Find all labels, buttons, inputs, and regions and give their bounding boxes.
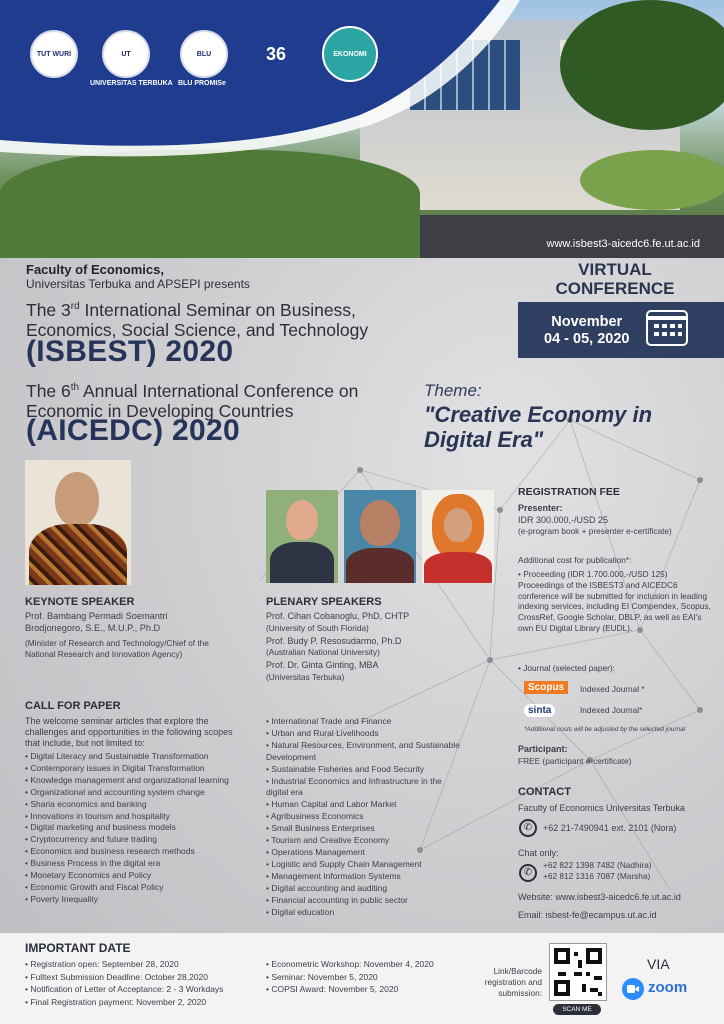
- important-date-item: • Registration open: September 28, 2020: [25, 958, 265, 971]
- important-dates-left: [25, 958, 265, 1008]
- important-date-item: • Notification of Letter of Acceptance: 2 - 3 Workdays: [25, 983, 265, 996]
- call-topic-item: • Financial accounting in public sector: [266, 895, 466, 907]
- conference-title-sup: th: [70, 382, 80, 393]
- call-topic-item: • Natural Resources, Environment, and Sustainable Development: [266, 740, 466, 764]
- call-topic-item: • International Trade and Finance: [266, 716, 466, 728]
- plenary3-face: [444, 508, 472, 542]
- call-topic-item: • Contemporary issues in Digital Transformation: [25, 763, 250, 775]
- important-dates-right: [266, 958, 486, 996]
- scan-me-label: SCAN ME: [553, 1004, 601, 1015]
- plenary-speaker-1-affiliation: (University of South Florida): [266, 622, 369, 633]
- virtual-line2: CONFERENCE: [555, 279, 675, 298]
- keynote-batik-shirt: [29, 524, 127, 585]
- plenary-speaker-photo-2: [344, 490, 416, 583]
- keynote-name: Prof. Bambang Permadi Soemantri Brodjonegoro, S.E., M.U.P., Ph.D: [25, 611, 168, 633]
- call-for-paper-title: CALL FOR PAPER: [25, 700, 121, 712]
- call-topic-item: • Sustainable Fisheries and Food Security: [266, 764, 466, 776]
- anniversary-36-logo: 36: [252, 30, 300, 78]
- keynote-speaker-photo: [25, 460, 131, 585]
- plenary-title: PLENARY SPEAKERS: [266, 596, 382, 608]
- qr-caption: Link/Barcode registration and submission:: [484, 966, 542, 998]
- hero-banner: [0, 0, 724, 258]
- call-topics-right: [266, 716, 466, 918]
- theme-label: Theme:: [424, 381, 482, 400]
- plenary1-suit: [270, 542, 334, 583]
- call-topic-item: • Cryptocurrency and future trading: [25, 834, 250, 846]
- plenary-speaker-1-name: Prof. Cihan Cobanoglu, PhD, CHTP: [266, 611, 410, 621]
- call-topic-item: • Small Business Enterprises: [266, 823, 466, 835]
- call-topic-item: • Monetary Economics and Policy: [25, 870, 250, 882]
- qr-pattern: [550, 944, 606, 1000]
- call-topic-item: • Poverty Inequality: [25, 894, 250, 906]
- contact-title: CONTACT: [518, 786, 571, 798]
- conference-title-rest: Annual International Conference on Economic in Developing Countries: [26, 380, 359, 421]
- conference-date-month: November: [551, 314, 623, 330]
- call-topic-item: • Operations Management: [266, 847, 466, 859]
- keynote-face: [55, 472, 99, 526]
- call-topic-item: • Digital Literacy and Sustainable Transformation: [25, 751, 250, 763]
- universitas-terbuka-logo: UT: [102, 30, 150, 78]
- seminar-title-rest: International Seminar on Business, Economics, Social Science, and Technology: [26, 299, 369, 340]
- call-topic-item: • Digital accounting and auditing: [266, 883, 466, 895]
- plenary1-face: [286, 500, 318, 540]
- call-topic-item: • Industrial Economics and Infrastructure in the digital era: [266, 776, 466, 800]
- plenary-speaker-2-name: Prof. Budy P. Resosudarmo, Ph.D: [266, 635, 402, 646]
- conference-title-pre: The 6: [26, 380, 71, 401]
- contact-website[interactable]: Website: www.isbest3-aicedc6.fe.ut.ac.id: [518, 892, 681, 902]
- theme-text: "Creative Economy in Digital Era": [424, 402, 653, 452]
- call-topic-item: • Sharia economics and banking: [25, 799, 250, 811]
- blu-promise-caption: BLU PROMISe: [178, 80, 226, 87]
- conference-date: [544, 314, 629, 348]
- contact-org: Faculty of Economics Universitas Terbuka: [518, 803, 685, 813]
- registration-presenter: [518, 503, 718, 537]
- call-topics-left: [25, 751, 250, 906]
- via-label: VIA: [647, 956, 670, 972]
- call-topic-item: • Digital education: [266, 907, 466, 919]
- call-topic-item: • Tourism and Creative Economy: [266, 835, 466, 847]
- call-topic-item: • Economics and business research methods: [25, 846, 250, 858]
- chat-number-2: +62 812 1316 7087 (Marsha): [543, 871, 651, 881]
- call-topic-item: • Business Process in the digital era: [25, 858, 250, 870]
- conference-date-box: [518, 302, 724, 358]
- plenary-speaker-list: [266, 611, 506, 683]
- sinta-note: Indexed Journal*: [580, 705, 643, 715]
- seminar-title-sup: rd: [70, 301, 80, 312]
- aicedc-acronym: (AICEDC) 2020: [26, 414, 240, 447]
- important-date-item: • COPSI Award: November 5, 2020: [266, 983, 486, 996]
- call-topic-item: • Agribusiness Economics: [266, 811, 466, 823]
- important-date-item: • Final Registration payment: November 2, 2020: [25, 996, 265, 1009]
- presenters-label: Universitas Terbuka and APSEPI presents: [26, 277, 250, 291]
- contact-email[interactable]: Email: isbest-fe@ecampus.ut.ac.id: [518, 910, 657, 920]
- plenary-speaker-2-affiliation: (Australian National University): [266, 647, 380, 657]
- universitas-terbuka-caption: UNIVERSITAS TERBUKA: [90, 80, 173, 87]
- call-for-paper-intro: The welcome seminar articles that explore the challenges and opportunities in the following scopes that include, but not limited to:: [25, 716, 233, 748]
- call-topic-item: • Economic Growth and Fiscal Policy: [25, 882, 250, 894]
- journal-footnote: *Additional costs will be adjusted by the selected journal: [524, 726, 686, 733]
- plenary2-shirt: [346, 548, 414, 583]
- plenary-speaker-photo-1: [266, 490, 338, 583]
- plenary2-face: [360, 500, 400, 546]
- participant-fee: FREE (participant e-certificate): [518, 755, 632, 766]
- journal-label: • Journal (selected paper):: [518, 663, 615, 673]
- header-url: www.isbest3-aicedc6.fe.ut.ac.id: [546, 238, 700, 250]
- faculty-label: Faculty of Economics,: [26, 262, 164, 277]
- registration-title: REGISTRATION FEE: [518, 486, 620, 498]
- participant-block: [518, 744, 718, 767]
- presenter-note: (e-program book + presenter e-certificate): [518, 526, 672, 536]
- call-topic-item: • Human Capital and Labor Market: [266, 799, 466, 811]
- zoom-label: zoom: [648, 979, 688, 996]
- chat-label: Chat only:: [518, 848, 559, 858]
- plenary-speaker-3-affiliation: (Universitas Terbuka): [266, 671, 345, 682]
- call-topic-item: • Organizational and accounting system change: [25, 787, 250, 799]
- phone-icon: ✆: [519, 819, 537, 837]
- proceeding-text: • Proceeding (IDR 1.700.000,-/USD 125) Proceedings of the ISBEST3 and AICEDC6 conference will be submitted for inclusion in leading indexing services, including EI Compendex, Scopus, CrossRef, Google Scholar, DBLP, as well as EAI's own EU Digital Library (EUDL).: [518, 569, 711, 633]
- garden-image: [0, 150, 420, 258]
- important-date-item: • Fulltext Submission Deadline: October 28,2020: [25, 971, 265, 984]
- virtual-line1: VIRTUAL: [578, 260, 652, 279]
- important-date-item: • Seminar: November 5, 2020: [266, 971, 486, 984]
- isbest-acronym: (ISBEST) 2020: [26, 335, 234, 368]
- call-topic-item: • Knowledge management and organizational learning: [25, 775, 250, 787]
- conference-date-days: 04 - 05, 2020: [544, 331, 630, 347]
- virtual-conference-label: [520, 260, 710, 298]
- participant-label: Participant:: [518, 744, 568, 754]
- presenter-fee: IDR 300.000,-/USD 25: [518, 514, 609, 525]
- chat-number-1: +62 822 1398 7482 (Nadhira): [543, 860, 652, 870]
- important-date-item: • Econometric Workshop: November 4, 2020: [266, 958, 486, 971]
- presenter-label: Presenter:: [518, 503, 563, 513]
- registration-qr-code[interactable]: [549, 943, 607, 1001]
- call-topic-item: • Digital marketing and business models: [25, 822, 250, 834]
- call-topic-item: • Urban and Rural Livelihoods: [266, 728, 466, 740]
- additional-cost-label: Additional cost for publication*:: [518, 555, 632, 565]
- sinta-badge: sinta: [524, 704, 555, 717]
- calendar-icon: [646, 310, 688, 346]
- plenary-speaker-photo-3: [422, 490, 494, 583]
- tut-wuri-logo: TUT WURI: [30, 30, 78, 78]
- seminar-title: [26, 297, 446, 340]
- blu-promise-logo: BLU: [180, 30, 228, 78]
- scopus-badge: Scopus: [524, 681, 568, 694]
- call-topic-item: • Logistic and Supply Chain Management: [266, 859, 466, 871]
- road-image: [420, 215, 724, 258]
- ekonomi-logo: EKONOMI: [322, 26, 378, 82]
- important-date-title: IMPORTANT DATE: [25, 941, 131, 955]
- seminar-title-pre: The 3: [26, 299, 71, 320]
- plenary3-dress: [424, 552, 492, 583]
- plenary-speaker-3-name: Prof. Dr. Ginta Ginting, MBA: [266, 660, 379, 670]
- scopus-note: Indexed Journal *: [580, 684, 645, 694]
- keynote-role: (Minister of Research and Technology/Chief of the National Research and Innovation Agency): [25, 638, 209, 659]
- call-topic-item: • Innovations in tourism and hospitality: [25, 811, 250, 823]
- call-topic-item: • Management Information Systems: [266, 871, 466, 883]
- zoom-icon: [622, 978, 644, 1000]
- whatsapp-icon: ✆: [519, 864, 537, 882]
- contact-phone: +62 21-7490941 ext. 2101 (Nora): [543, 823, 677, 833]
- keynote-title: KEYNOTE SPEAKER: [25, 596, 135, 608]
